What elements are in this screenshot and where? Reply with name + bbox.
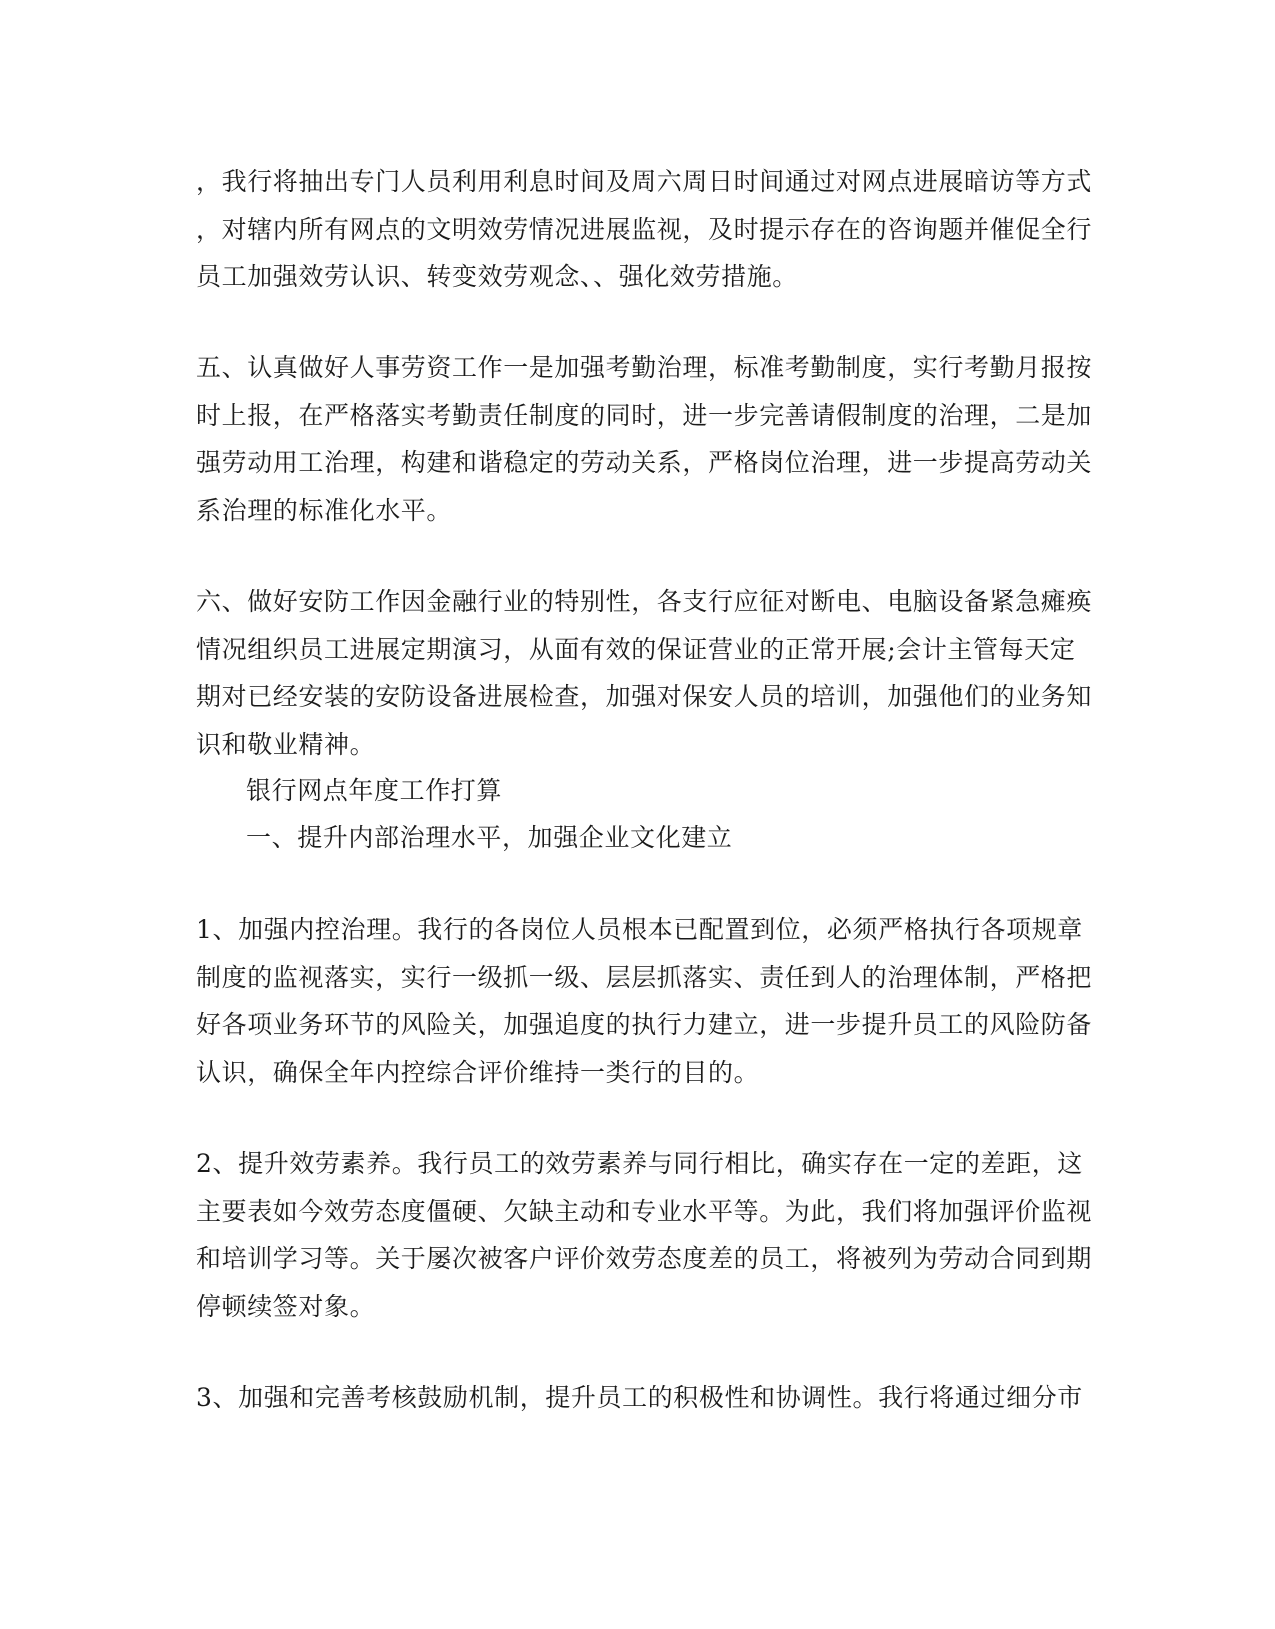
text-line: 员工加强效劳认识、转变效劳观念、、强化效劳措施。 <box>196 262 798 291</box>
paragraph-section-six <box>196 578 1093 768</box>
paragraph-item-two <box>196 1140 1093 1330</box>
text-line: 2、提升效劳素养。我行员工的效劳素养与同行相比，确实存在一定的差距，这 <box>196 1149 1083 1178</box>
text-line: 和培训学习等。关于屡次被客户评价效劳态度差的员工，将被列为劳动合同到期 <box>196 1244 1093 1273</box>
text-line: 主要表如今效劳态度僵硬、欠缺主动和专业水平等。为此，我们将加强评价监视 <box>196 1196 1093 1226</box>
paragraph-item-three <box>196 1374 1083 1422</box>
text-line: ，我行将抽出专门人员利用利息时间及周六周日时间通过对网点进展暗访等方式 <box>196 167 1093 196</box>
text-line: 六、做好安防工作因金融行业的特别性，各支行应征对断电、电脑设备紧急瘫痪 <box>196 587 1093 616</box>
paragraph-section-five <box>196 344 1093 534</box>
text-line: 情况组织员工进展定期演习，从面有效的保证营业的正常开展;会计主管每天定 <box>196 634 1076 664</box>
text-line: 认识，确保全年内控综合评价维持一类行的目的。 <box>196 1057 760 1087</box>
paragraph-service-inspection <box>196 158 1093 301</box>
text-line: 好各项业务环节的风险关，加强追度的执行力建立，进一步提升员工的风险防备 <box>196 1010 1093 1039</box>
section-heading: 一、提升内部治理水平，加强企业文化建立 <box>246 823 733 852</box>
document-title: 银行网点年度工作打算 <box>246 776 503 805</box>
text-line: 3、加强和完善考核鼓励机制，提升员工的积极性和协调性。我行将通过细分市 <box>196 1383 1083 1412</box>
text-line: 停顿续签对象。 <box>196 1291 376 1321</box>
text-line: ，对辖内所有网点的文明效劳情况进展监视，及时提示存在的咨询题并催促全行 <box>196 214 1093 244</box>
text-line: 识和敬业精神。 <box>196 729 376 759</box>
paragraph-item-one <box>196 906 1093 1096</box>
text-line: 强劳动用工治理，构建和谐稳定的劳动关系，严格岗位治理，进一步提高劳动关 <box>196 448 1093 477</box>
text-line: 制度的监视落实，实行一级抓一级、层层抓落实、责任到人的治理体制，严格把 <box>196 962 1093 992</box>
text-line: 期对已经安装的安防设备进展检查，加强对保安人员的培训，加强他们的业务知 <box>196 682 1093 711</box>
text-line: 时上报，在严格落实考勤责任制度的同时，进一步完善请假制度的治理，二是加 <box>196 400 1093 430</box>
text-line: 1、加强内控治理。我行的各岗位人员根本已配置到位，必须严格执行各项规章 <box>196 915 1083 944</box>
text-line: 系治理的标准化水平。 <box>196 495 453 525</box>
text-line: 五、认真做好人事劳资工作一是加强考勤治理，标准考勤制度，实行考勤月报按 <box>196 353 1093 382</box>
